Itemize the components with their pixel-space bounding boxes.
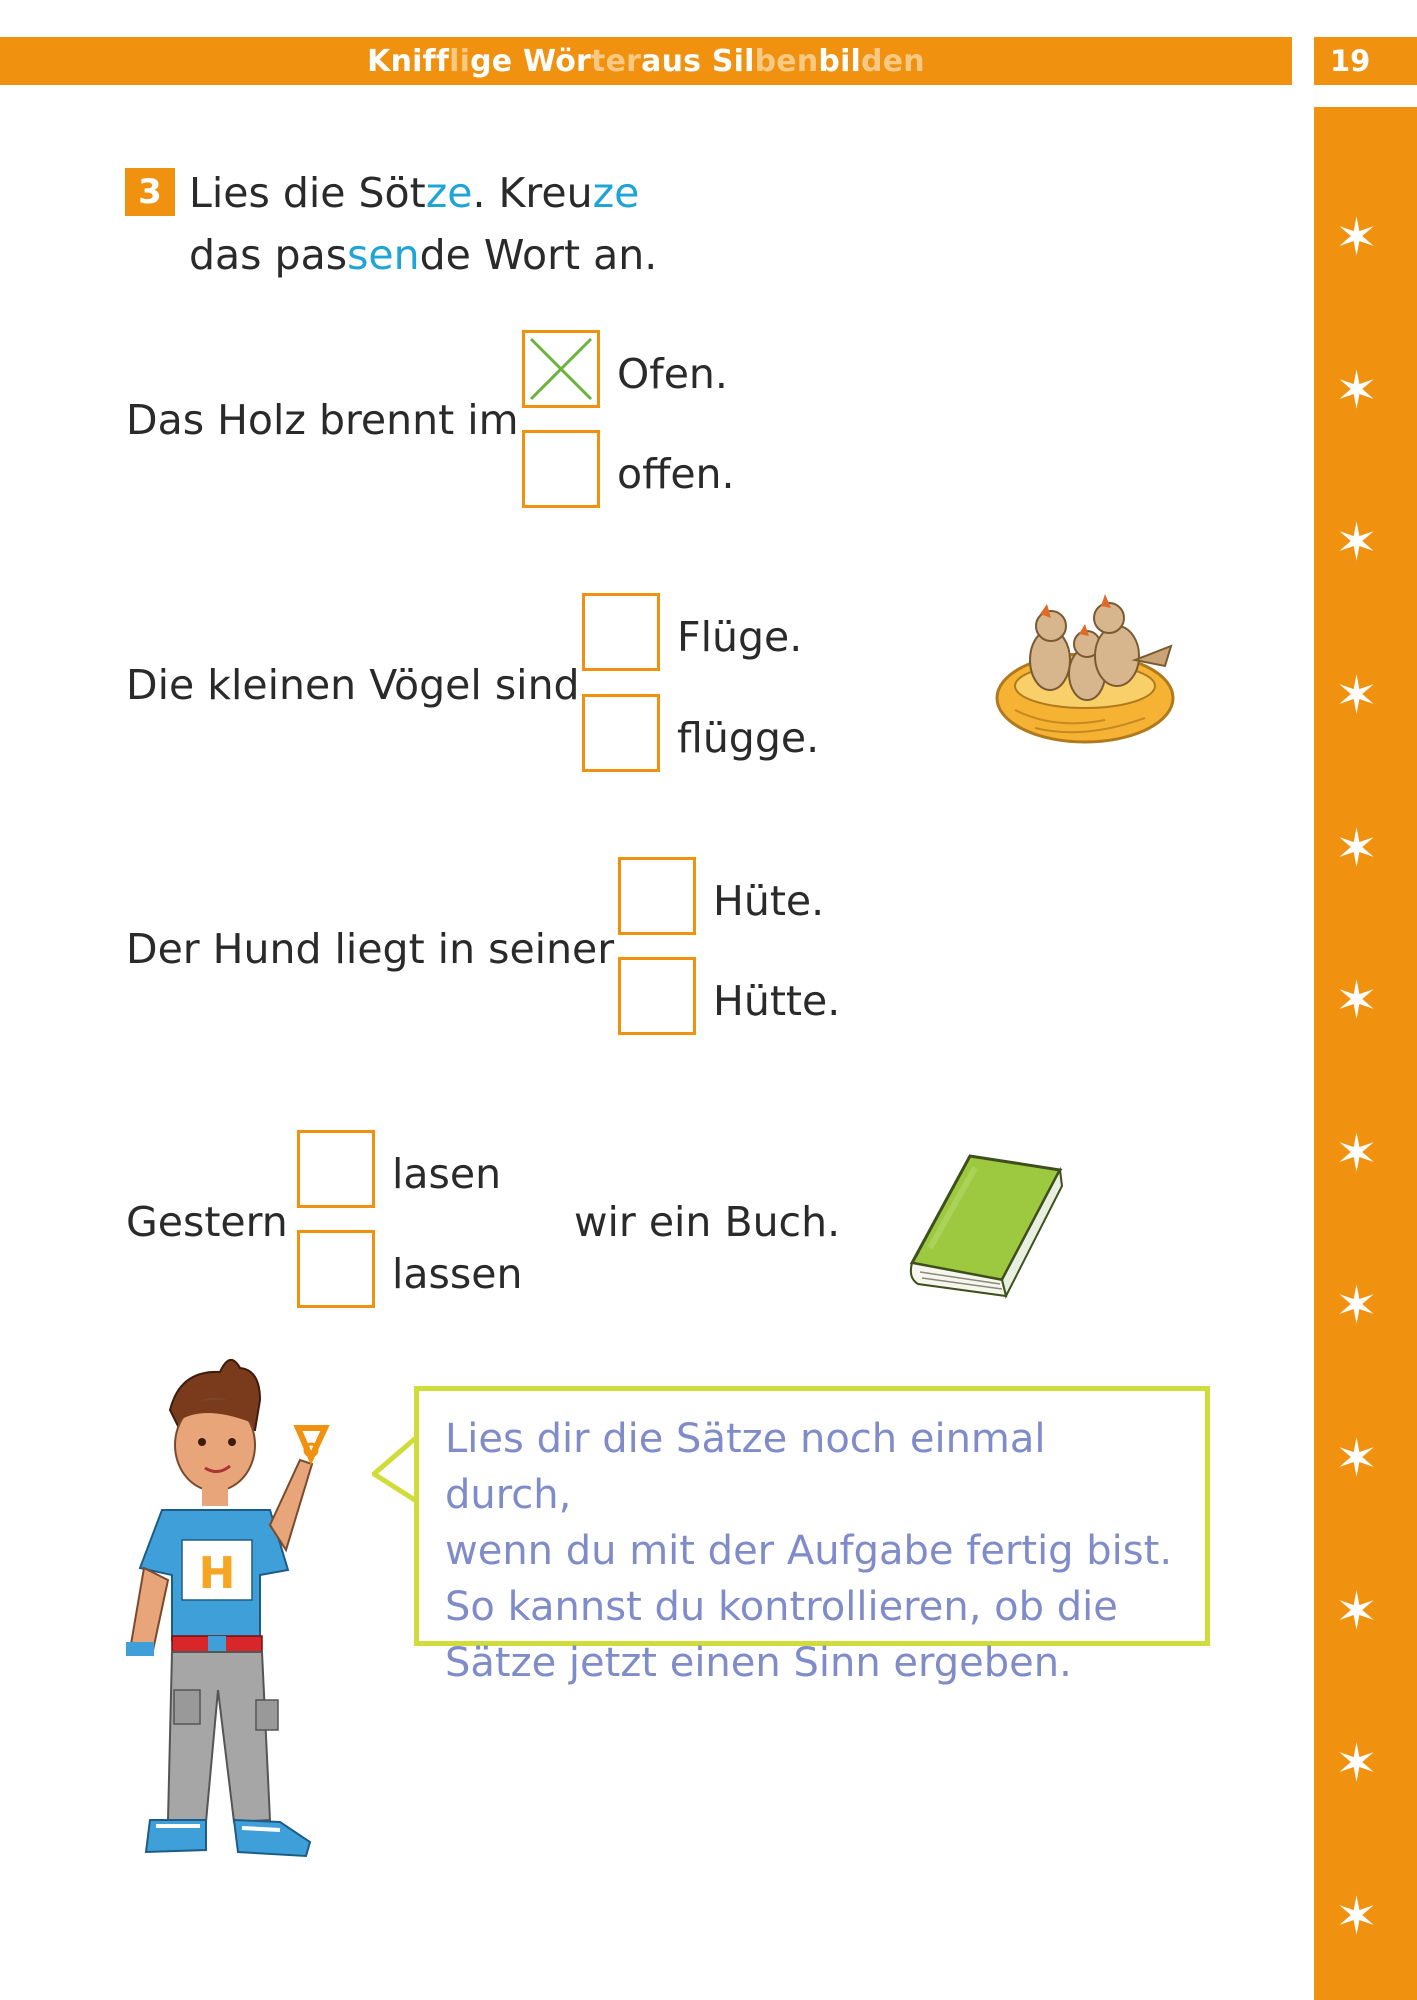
title-syllable: li [449, 43, 471, 79]
task-line-1 [189, 169, 639, 217]
checkbox-offen[interactable] [522, 430, 600, 508]
task-syllable: ze [425, 169, 473, 217]
star-icon: ✶ [1334, 1734, 1379, 1794]
star-icon: ✶ [1334, 208, 1379, 268]
option-huette: Hütte. [713, 977, 841, 1025]
title-syllable: aus Sil [641, 43, 755, 79]
hint-line-1: Lies dir die Sätze noch einmal durch, [445, 1416, 1046, 1518]
star-icon: ✶ [1334, 971, 1379, 1031]
star-icon: ✶ [1334, 1582, 1379, 1642]
title-syllable: den [861, 43, 925, 79]
option-huete: Hüte. [713, 877, 825, 925]
checkbox-fluegge[interactable] [582, 694, 660, 772]
star-icon: ✶ [1334, 666, 1379, 726]
star-icon: ✶ [1334, 1429, 1379, 1489]
checkbox-huette[interactable] [618, 957, 696, 1035]
checkbox-ofen[interactable] [522, 330, 600, 408]
star-icon: ✶ [1334, 361, 1379, 421]
check-x-icon [525, 333, 597, 405]
checkbox-fluege[interactable] [582, 593, 660, 671]
sentence-4-start: Gestern [126, 1198, 288, 1246]
star-icon: ✶ [1334, 1276, 1379, 1336]
star-icon: ✶ [1334, 513, 1379, 573]
star-icon: ✶ [1334, 1887, 1379, 1947]
task-syllable: de Wort an. [419, 231, 658, 279]
title-syllable: bil [818, 43, 862, 79]
option-fluege: Flüge. [677, 613, 803, 661]
task-syllable: das pas [189, 231, 348, 279]
sentence-2: Die kleinen Vögel sind [126, 661, 580, 709]
checkbox-huete[interactable] [618, 857, 696, 935]
star-icon: ✶ [1334, 1124, 1379, 1184]
hint-line-3: So kannst du kontrollieren, ob die [445, 1584, 1118, 1630]
header-title [0, 37, 1292, 85]
option-offen: offen. [617, 450, 735, 498]
option-fluegge: flügge. [677, 714, 820, 762]
task-instruction [125, 162, 657, 286]
title-syllable: ter [591, 43, 642, 79]
sentence-1: Das Holz brennt im [126, 396, 519, 444]
hint-line-4: Sätze jetzt einen Sinn ergeben. [445, 1640, 1072, 1686]
option-ofen: Ofen. [617, 350, 728, 398]
mascot-boy-illustration [110, 1350, 370, 1910]
task-line-2 [125, 231, 657, 279]
option-lasen: lasen [392, 1150, 502, 1198]
option-lassen: lassen [392, 1250, 523, 1298]
hint-bubble [414, 1386, 1210, 1686]
title-syllable: ge Wör [470, 43, 592, 79]
birds-nest-illustration [995, 590, 1180, 750]
title-syllable: Kniff [367, 43, 450, 79]
page-number: 19 [1314, 37, 1417, 85]
task-number-badge: 3 [125, 168, 175, 216]
speech-bubble-tail [372, 1436, 420, 1506]
star-icon: ✶ [1334, 819, 1379, 879]
checkbox-lasen[interactable] [297, 1130, 375, 1208]
task-syllable: sen [347, 231, 420, 279]
task-syllable: Lies die Söt [189, 169, 426, 217]
sentence-4-end: wir ein Buch. [574, 1198, 841, 1246]
checkbox-lassen[interactable] [297, 1230, 375, 1308]
book-illustration [900, 1138, 1070, 1303]
hint-line-2: wenn du mit der Aufgabe fertig bist. [445, 1528, 1173, 1574]
title-syllable: ben [754, 43, 819, 79]
task-syllable: . Kreu [472, 169, 593, 217]
shirt-letter: H [198, 1548, 236, 1599]
task-syllable: ze [592, 169, 640, 217]
sentence-3: Der Hund liegt in seiner [126, 925, 615, 973]
side-band [1314, 107, 1417, 2000]
